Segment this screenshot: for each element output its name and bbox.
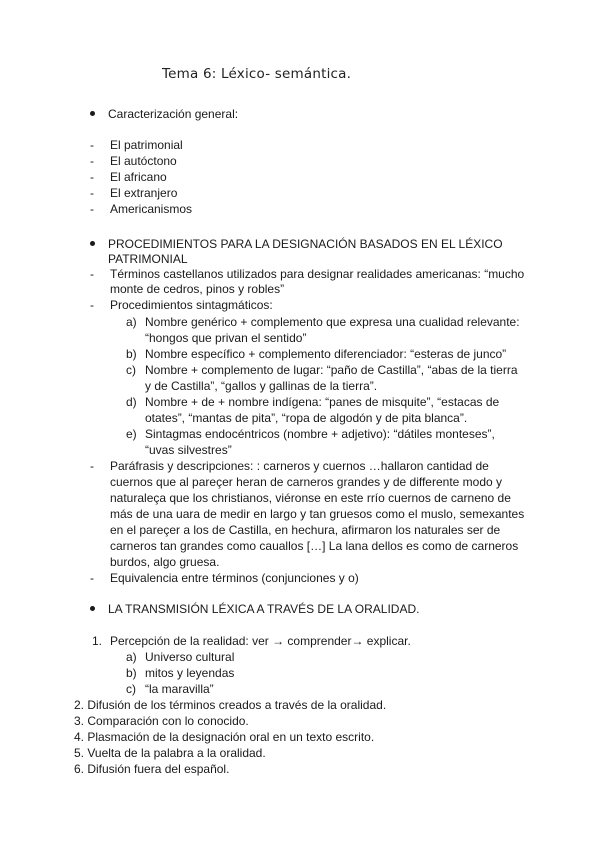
list-item-cont: monte de cedros, pinos y robles” xyxy=(110,282,285,296)
paragraph-line: naturaleça que los christianos, viéronse en este rrío cuernos de carneno de xyxy=(110,491,511,505)
paragraph-line: más de una uara de medir en largo y tan gruesos como el muslo, semexantes xyxy=(110,507,525,521)
sub-item: Nombre genérico + complemento que expresa una cualidad relevante: xyxy=(145,315,520,329)
list-item: Términos castellanos utilizados para designar realidades americanas: “mucho xyxy=(110,267,525,281)
sub-marker: a) xyxy=(126,650,137,664)
sub-item: “la maravilla” xyxy=(145,682,214,696)
bullet-icon xyxy=(90,111,95,116)
list-item: El patrimonial xyxy=(110,138,183,152)
numbered-item: 5. Vuelta de la palabra a la oralidad. xyxy=(74,746,266,760)
sub-item: mitos y leyendas xyxy=(145,666,235,680)
section-heading-cont: PATRIMONIAL xyxy=(108,252,188,266)
sub-marker: d) xyxy=(126,395,137,409)
paragraph-line: Paráfrasis y descripciones: : carneros y cuernos …hallaron cantidad de xyxy=(110,459,489,473)
numbered-item: Percepción de la realidad: ver → comprender→ explicar. xyxy=(110,634,411,648)
list-item: Procedimientos sintagmáticos: xyxy=(110,298,273,312)
sub-item: Sintagmas endocéntricos (nombre + adjetivo): “dátiles monteses”, xyxy=(145,427,495,441)
sub-marker: c) xyxy=(126,363,136,377)
sub-marker: b) xyxy=(126,666,137,680)
dash-marker: - xyxy=(90,154,94,168)
paragraph-line: carneros tan grandes como cauallos […] La lana dellos es como de carneros xyxy=(110,539,519,553)
paragraph-line: cuernos que al pareçer heran de carneros grandes y de differente modo y xyxy=(110,475,503,489)
sub-item-cont: “uvas silvestres” xyxy=(145,443,232,457)
paragraph-line: burdos, algo gruesa. xyxy=(110,555,220,569)
sub-item: Nombre + de + nombre indígena: “panes de misquite”, “estacas de xyxy=(145,395,500,409)
sub-marker: b) xyxy=(126,347,137,361)
numbered-item: 4. Plasmación de la designación oral en un texto escrito. xyxy=(74,730,375,744)
bullet-icon xyxy=(90,606,95,611)
sub-marker: c) xyxy=(126,682,136,696)
sub-item: Nombre específico + complemento diferenciador: “esteras de junco” xyxy=(145,347,507,361)
section-heading: Caracterización general: xyxy=(108,107,239,121)
sub-item-cont: “hongos que privan el sentido” xyxy=(145,331,307,345)
page-title: Tema 6: Léxico- semántica. xyxy=(162,66,352,82)
dash-marker: - xyxy=(90,202,94,216)
section-heading: LA TRANSMISIÓN LÉXICA A TRAVÉS DE LA ORALIDAD. xyxy=(108,602,420,616)
dash-marker: - xyxy=(90,267,94,281)
list-item: El africano xyxy=(110,170,167,184)
dash-marker: - xyxy=(90,459,94,473)
numbered-item: 3. Comparación con lo conocido. xyxy=(74,714,249,728)
sub-item: Universo cultural xyxy=(145,650,235,664)
numbered-item: 6. Difusión fuera del español. xyxy=(74,762,230,776)
number-marker: 1. xyxy=(92,634,103,648)
dash-marker: - xyxy=(90,170,94,184)
sub-item-cont: otates”, “mantas de pita”, “ropa de algodón y de pita blanca”. xyxy=(145,411,468,425)
sub-item: Nombre + complemento de lugar: “paño de Castilla”, “abas de la tierra xyxy=(145,363,518,377)
list-item: El extranjero xyxy=(110,186,178,200)
list-item: El autóctono xyxy=(110,154,177,168)
list-item: Americanismos xyxy=(110,202,193,216)
sub-item-cont: y de Castilla”, “gallos y gallinas de la tierra”. xyxy=(145,379,378,393)
sub-marker: e) xyxy=(126,427,137,441)
dash-marker: - xyxy=(90,571,94,585)
section-heading: PROCEDIMIENTOS PARA LA DESIGNACIÓN BASADOS EN EL LÉXICO xyxy=(108,237,503,251)
dash-marker: - xyxy=(90,138,94,152)
bullet-icon xyxy=(90,241,95,246)
paragraph-line: en el pareçer a los de Castilla, en hechura, afirmaron los naturales ser de xyxy=(110,523,501,537)
list-item: Equivalencia entre términos (conjunciones y o) xyxy=(110,571,359,585)
dash-marker: - xyxy=(90,186,94,200)
numbered-item: 2. Difusión de los términos creados a través de la oralidad. xyxy=(74,698,387,712)
dash-marker: - xyxy=(90,298,94,312)
sub-marker: a) xyxy=(126,315,137,329)
